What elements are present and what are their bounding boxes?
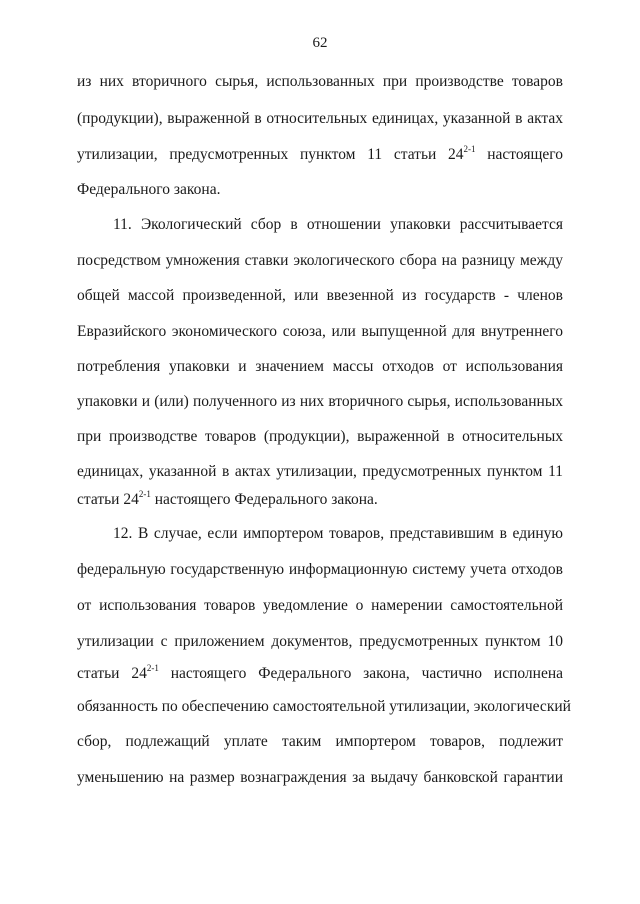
- paragraph-12-line-7: сбор, подлежащий уплате таким импортером товаров, подлежит: [77, 733, 563, 750]
- paragraph-11-line-8: единицах, указанной в актах утилизации, предусмотренных пунктом 11: [77, 463, 563, 480]
- paragraph-12-line-5: статьи 24$^{2-1}$ настоящего Федерального закона, частично исполнена: [77, 662, 563, 682]
- paragraph-12-line-6: обязанность по обеспечению самостоятельной утилизации, экологический: [77, 698, 571, 715]
- page-number: 62: [312, 35, 328, 51]
- paragraph-12-line-3: от использования товаров уведомление о намерении самостоятельной: [77, 597, 563, 614]
- paragraph-12-line-1: 12. В случае, если импортером товаров, представившим в единую: [113, 525, 563, 542]
- paragraph-12-line-2: федеральную государственную информационную систему учета отходов: [77, 561, 563, 578]
- text-line-3: утилизации, предусмотренных пунктом 11 статьи 24$^{2-1}$ настоящего: [77, 143, 563, 163]
- text-line-4: Федерального закона.: [77, 181, 221, 198]
- paragraph-11-line-4: Евразийского экономического союза, или выпущенной для внутреннего: [77, 323, 563, 340]
- text-line-1: из них вторичного сырья, использованных при производстве товаров: [77, 73, 563, 90]
- paragraph-11-line-2: посредством умножения ставки экологического сбора на разницу между: [77, 252, 563, 269]
- paragraph-11-line-5: потребления упаковки и значением массы отходов от использования: [77, 358, 563, 375]
- paragraph-12-line-8: уменьшению на размер вознаграждения за выдачу банковской гарантии: [77, 769, 563, 786]
- paragraph-11-line-3: общей массой произведенной, или ввезенной из государств - членов: [77, 287, 563, 304]
- paragraph-11-line-9: статьи 24$^{2-1}$ настоящего Федерального закона.: [77, 488, 378, 508]
- paragraph-11-line-1: 11. Экологический сбор в отношении упаковки рассчитывается: [113, 216, 563, 233]
- paragraph-11-line-6: упаковки и (или) полученного из них вторичного сырья, использованных: [77, 393, 563, 410]
- text-line-2: (продукции), выраженной в относительных единицах, указанной в актах: [77, 110, 563, 127]
- paragraph-12-line-4: утилизации с приложением документов, предусмотренных пунктом 10: [77, 633, 563, 650]
- paragraph-11-line-7: при производстве товаров (продукции), выраженной в относительных: [77, 428, 563, 445]
